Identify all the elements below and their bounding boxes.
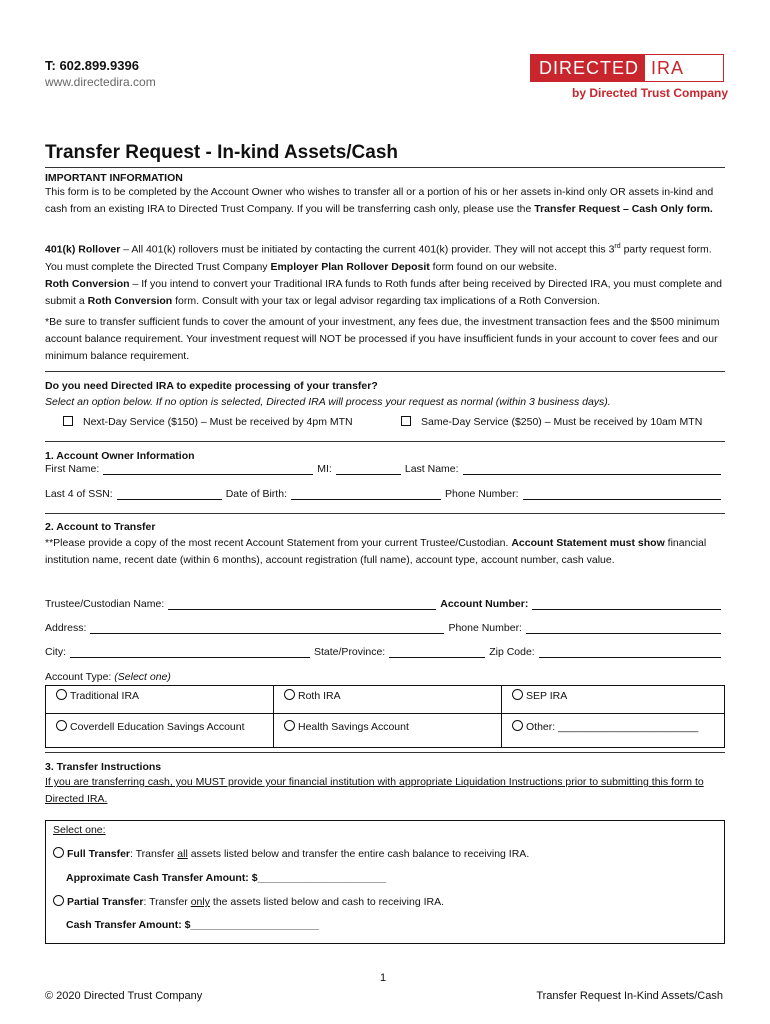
expedite-note: Select an option below. If no option is selected, Directed IRA will process your request as normal (within 3 business days). — [45, 396, 611, 408]
radio-icon[interactable] — [56, 720, 67, 731]
section-1-heading: 1. Account Owner Information — [45, 450, 195, 462]
section-divider-3 — [45, 513, 725, 514]
full-transfer-text-2: assets listed below and transfer the entire cash balance to receiving IRA. — [187, 848, 530, 860]
logo-ira: IRA — [651, 58, 685, 78]
dob-label: Date of Birth: — [225, 488, 287, 500]
rollover-text-3: form found on our website. — [429, 260, 558, 273]
radio-icon[interactable] — [284, 720, 295, 731]
custodian-phone-label: Phone Number: — [448, 622, 522, 634]
option-label: Coverdell Education Savings Account — [70, 721, 245, 733]
radio-icon[interactable] — [512, 689, 523, 700]
account-type-label — [45, 669, 725, 686]
option-sep-ira[interactable] — [502, 686, 725, 714]
rollover-text-2: party request form. You must complete the Directed Trust Company — [45, 243, 712, 273]
account-type-table — [45, 685, 725, 748]
mi-field[interactable] — [336, 463, 401, 475]
statement-bold: Account Statement must show — [511, 537, 665, 549]
section-divider-1 — [45, 371, 725, 372]
section-3-heading: 3. Transfer Instructions — [45, 761, 162, 773]
custodian-field[interactable] — [168, 598, 436, 610]
partial-transfer-text: : Transfer — [143, 896, 191, 908]
radio-icon[interactable] — [53, 847, 64, 858]
important-paragraph — [45, 184, 725, 218]
radio-icon[interactable] — [284, 689, 295, 700]
same-day-checkbox[interactable] — [401, 416, 411, 426]
funds-note: *Be sure to transfer sufficient funds to cover the amount of your investment, any fees due, the investment transaction fees and the $500 minimum account balance requirement. Your investment request will NOT be processed if you have insufficient funds in your account to cover fees and our minimum balance requirement. — [45, 316, 720, 362]
option-label: Health Savings Account — [298, 721, 409, 733]
approx-cash-amount[interactable]: Approximate Cash Transfer Amount: $______________________ — [66, 872, 387, 884]
cash-transfer-amount[interactable]: Cash Transfer Amount: $______________________ — [66, 919, 319, 931]
last-name-field[interactable] — [463, 463, 721, 475]
same-day-option[interactable] — [401, 416, 702, 428]
title-divider — [45, 167, 725, 168]
city-row — [45, 646, 725, 658]
address-row — [45, 622, 725, 634]
roth-label: Roth Conversion — [45, 278, 130, 290]
custodian-label: Trustee/Custodian Name: — [45, 598, 165, 610]
owner-phone-field[interactable] — [523, 488, 721, 500]
statement-text: **Please provide a copy of the most recent Account Statement from your current Trustee/Custodian. — [45, 537, 512, 549]
ssn-row — [45, 488, 725, 500]
page-number: 1 — [380, 972, 387, 984]
mi-label: MI: — [317, 463, 332, 475]
zip-field[interactable] — [539, 646, 721, 658]
important-heading: IMPORTANT INFORMATION — [45, 172, 183, 184]
next-day-checkbox[interactable] — [63, 416, 73, 426]
option-hsa[interactable] — [274, 714, 502, 748]
roth-text-2: form. Consult with your tax or legal advisor regarding tax implications of a Roth Conversion. — [172, 295, 600, 307]
partial-transfer-only: only — [190, 896, 210, 908]
first-name-field[interactable] — [103, 463, 313, 475]
last-name-label: Last Name: — [404, 463, 459, 475]
website-url: www.directedira.com — [45, 75, 156, 89]
partial-transfer-label: Partial Transfer — [67, 896, 144, 908]
directed-ira-logo — [530, 54, 724, 82]
account-type-text: Account Type: — [45, 671, 115, 683]
section-2-heading: 2. Account to Transfer — [45, 521, 156, 533]
radio-icon[interactable] — [53, 895, 64, 906]
radio-icon[interactable] — [512, 720, 523, 731]
section-divider-4 — [45, 752, 725, 753]
rollover-label: 401(k) Rollover — [45, 243, 121, 256]
radio-icon[interactable] — [56, 689, 67, 700]
address-label: Address: — [45, 622, 87, 634]
city-field[interactable] — [70, 646, 310, 658]
section-divider-2 — [45, 441, 725, 442]
page-title: Transfer Request - In-kind Assets/Cash — [45, 142, 399, 163]
roth-form-ref: Roth Conversion — [87, 295, 173, 307]
roth-paragraph — [45, 276, 725, 310]
logo-tagline: by Directed Trust Company — [572, 86, 729, 100]
owner-phone-label: Phone Number: — [444, 488, 519, 500]
next-day-label: Next-Day Service ($150) – Must be received by 4pm MTN — [83, 416, 353, 428]
address-field[interactable] — [90, 622, 444, 634]
first-name-label: First Name: — [45, 463, 100, 475]
option-label: Other: ________________________ — [526, 721, 699, 733]
dob-field[interactable] — [291, 488, 441, 500]
rollover-sup: rd — [614, 243, 621, 250]
option-other[interactable] — [502, 714, 725, 748]
statement-text-2: financial institution name, recent date (within 6 months), account registration (full name), account type, account number, cash value. — [45, 537, 707, 566]
phone-number: T: 602.899.9396 — [45, 58, 139, 73]
same-day-label: Same-Day Service ($250) – Must be received by 10am MTN — [421, 416, 703, 428]
option-label: Roth IRA — [298, 690, 341, 702]
ssn-field[interactable] — [117, 488, 222, 500]
full-transfer-text: : Transfer — [130, 848, 178, 860]
partial-transfer-option[interactable] — [53, 895, 444, 908]
roth-text: – If you intend to convert your Traditional IRA funds to Roth funds after being received by Directed IRA, you must complete and submit a — [45, 278, 722, 307]
state-field[interactable] — [389, 646, 485, 658]
option-label: SEP IRA — [526, 690, 568, 702]
footer-copyright: © 2020 Directed Trust Company — [45, 990, 203, 1002]
full-transfer-all: all — [177, 848, 188, 860]
logo-directed: DIRECTED — [531, 55, 645, 81]
partial-transfer-text-2: the assets listed below and cash to receiving IRA. — [209, 896, 445, 908]
state-label: State/Province: — [314, 646, 386, 658]
account-number-field[interactable] — [532, 598, 721, 610]
important-text: This form is to be completed by the Account Owner who wishes to transfer all or a portion of his or her assets in-kind only OR assets in-kind and cash from an existing IRA to Directed Trust Company. If you will be transferring cash only, please use the — [45, 186, 714, 215]
option-roth-ira[interactable] — [274, 686, 502, 714]
select-one-label: Select one: — [53, 824, 106, 836]
option-traditional-ira[interactable] — [46, 686, 274, 714]
account-number-label: Account Number: — [440, 598, 529, 610]
custodian-phone-field[interactable] — [526, 622, 721, 634]
liquidation-note: If you are transferring cash, you MUST provide your financial institution with appropriate Liquidation Instructions prior to submitting this form to Directed IRA. — [45, 776, 704, 805]
footer-form-name: Transfer Request In-Kind Assets/Cash — [536, 990, 723, 1002]
option-label: Traditional IRA — [70, 690, 140, 702]
full-transfer-label: Full Transfer — [67, 848, 131, 860]
rollover-form-ref: Employer Plan Rollover Deposit — [270, 260, 430, 273]
name-row — [45, 463, 725, 475]
ssn-label: Last 4 of SSN: — [45, 488, 113, 500]
account-type-note: (Select one) — [114, 671, 171, 683]
zip-label: Zip Code: — [489, 646, 535, 658]
statement-note — [45, 535, 725, 569]
rollover-paragraph — [45, 238, 725, 276]
rollover-text: – All 401(k) rollovers must be initiated by contacting the current 401(k) provider. They will not accept this 3 — [120, 243, 615, 256]
full-transfer-option[interactable] — [53, 847, 529, 860]
next-day-option[interactable] — [63, 416, 353, 428]
option-coverdell[interactable] — [46, 714, 274, 748]
city-label: City: — [45, 646, 66, 658]
cash-only-form-ref: Transfer Request – Cash Only form. — [534, 203, 713, 215]
expedite-question: Do you need Directed IRA to expedite processing of your transfer? — [45, 380, 378, 392]
custodian-row — [45, 598, 725, 610]
